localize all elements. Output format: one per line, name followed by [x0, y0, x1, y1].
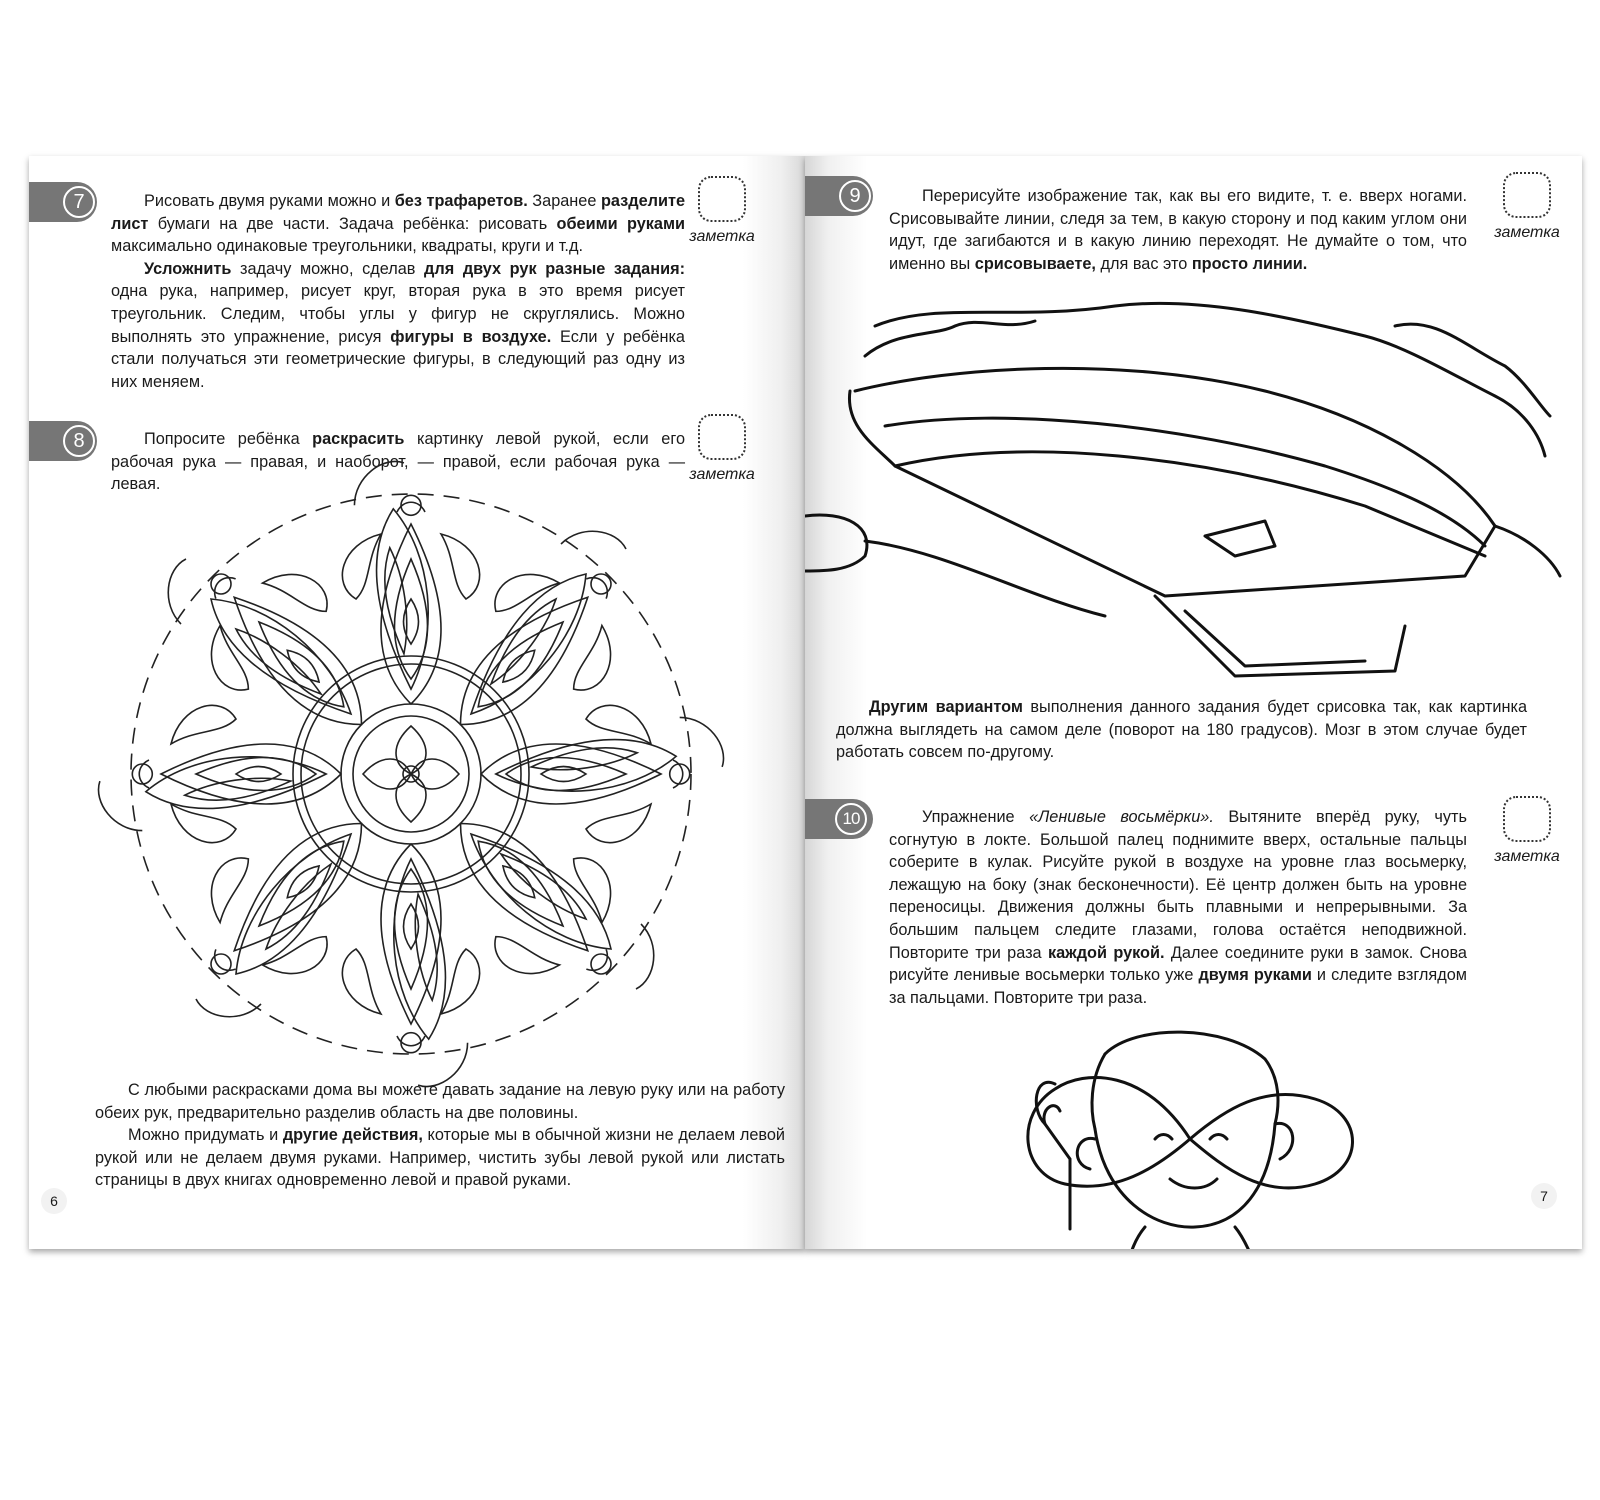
note-checkbox[interactable]: [698, 414, 746, 460]
exercise-10-text: Упражнение «Ленивые восьмёрки». Вытяните вперёд руку, чуть согнутую в локте. Большой палец поднимите вверх, остальные пальцы соберите в кулак. Рисуйте рукой в воздухе на уровне глаз восьмерку, лежащую на боку (знак бесконечности). Её центр должен быть на уровне переносицы. Движения должны быть плавными и непрерывными. За большим пальцем следите глазами, голова остаётся неподвижной. Повторите три раза каждой рукой. Далее соедините руки в замок. Снова рисуйте ленивые восьмерки только уже двумя руками и следите взглядом за пальцами. Повторите три раза.: [889, 808, 1467, 1007]
exercise-8-tab: [29, 421, 97, 461]
bottom-text: С любыми раскрасками дома вы можете давать задание на левую руку или на работу обеих рук, предварительно разделив область на две половины. Можно придумать и другие действия, которые мы в обычной жизни не делаем левой рукой или не делаем двумя руками. Например, чистить зубы левой рукой или листать страницы в двух книгах одновременно левой и правой руками.: [95, 1081, 785, 1190]
note-label: заметка: [689, 466, 755, 483]
note-box-8[interactable]: [677, 414, 767, 484]
page-right: [805, 156, 1582, 1249]
exercise-8-text: Попросите ребёнка раскрасить картинку левой рукой, если его рабочая рука — правая, и наоборот, — правой, если рабочая рука — левая.: [111, 430, 685, 494]
note-checkbox[interactable]: [1503, 796, 1551, 842]
exercise-10-number: 10: [835, 803, 867, 835]
exercise-7-text: Рисовать двумя руками можно и без трафаретов. Заранее разделите лист бумаги на две части. Задача ребёнка: рисовать обеими руками максимально одинаковые треугольники, квадраты, круги и т.д. Усложнить задачу можно, сделав для двух рук разные задания: одна рука, например, рисует круг, вторая рука в это время рисует треугольник. Следим, чтобы углы у фигур не скруглялись. Можно выполнять это упражнение, рисуя фигуры в воздухе. Если у ребёнка стали получаться эти геометрические фигуры, в следующий раз одну из них меняем.: [111, 192, 686, 391]
page-left: [29, 156, 805, 1249]
lazy-eight-boy-image: [995, 1029, 1375, 1249]
book-spread: [29, 156, 1582, 1249]
note-box-7[interactable]: [677, 176, 767, 246]
upside-down-boat-image: [805, 296, 1582, 706]
page-number-left: 6: [41, 1188, 67, 1214]
exercise-9-tab: [805, 176, 873, 216]
exercise-8-number: 8: [63, 425, 95, 457]
page-number-right: 7: [1531, 1183, 1557, 1209]
note-box-10[interactable]: [1482, 796, 1572, 866]
exercise-7-number: 7: [63, 186, 95, 218]
exercise-9-variant-text: Другим вариантом выполнения данного задания будет срисовка так, как картинка должна выглядеть на самом деле (поворот на 180 градусов). Мозг в этом случае будет работать совсем по-другому.: [836, 698, 1528, 762]
mandala-coloring-image: [126, 489, 696, 1059]
exercise-7-tab: [29, 182, 97, 222]
note-label: заметка: [1494, 224, 1560, 241]
note-label: заметка: [1494, 848, 1560, 865]
note-checkbox[interactable]: [1503, 172, 1551, 218]
note-checkbox[interactable]: [698, 176, 746, 222]
exercise-9-text: Перерисуйте изображение так, как вы его видите, т. е. вверх ногами. Срисовывайте линии, следя за тем, в какую сторону и под каким углом они идут, где загибаются и в какую линию переходят. Не думайте о том, что именно вы срисовываете, для вас это просто линии.: [889, 187, 1467, 273]
note-box-9[interactable]: [1482, 172, 1572, 242]
note-label: заметка: [689, 228, 755, 245]
exercise-9-number: 9: [839, 180, 871, 212]
exercise-10-tab: [805, 799, 873, 839]
